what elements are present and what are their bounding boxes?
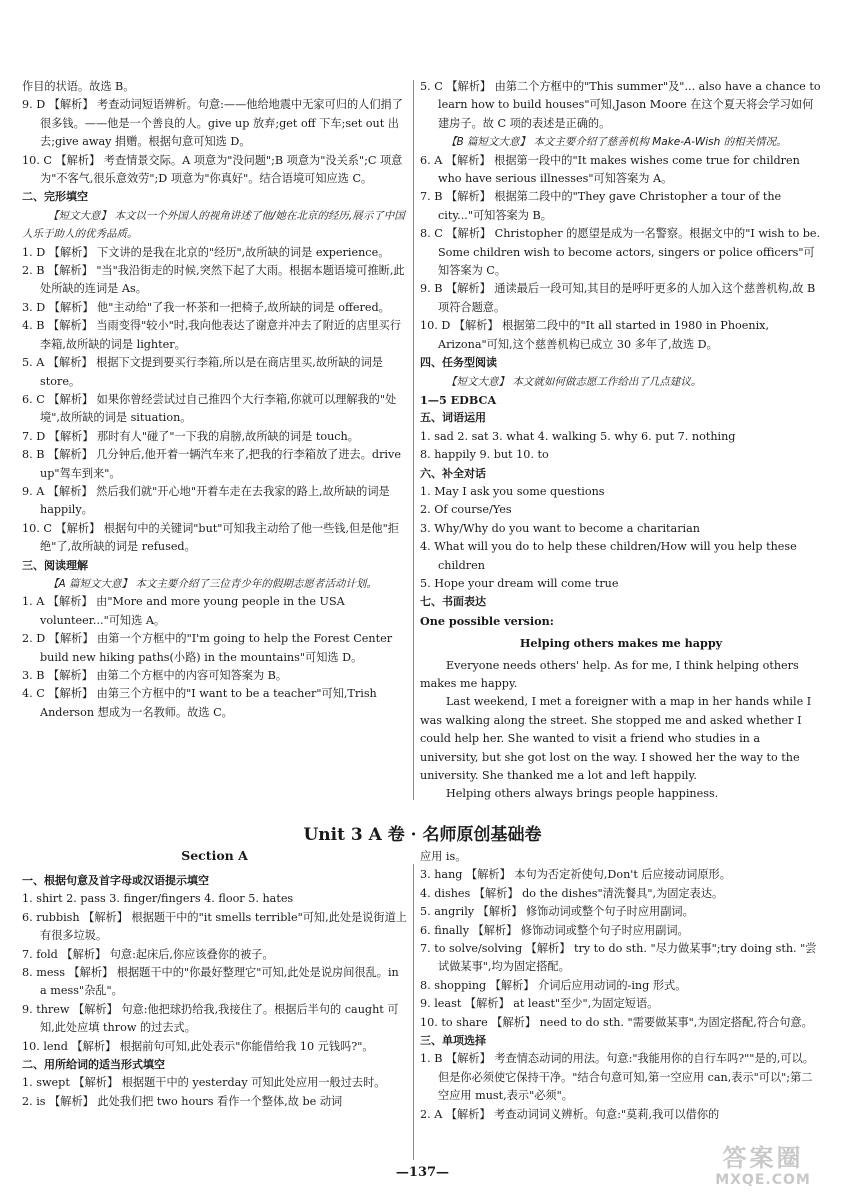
answer-item: 10. C 【解析】 考查情景交际。A 项意为"没问题";B 项意为"没关系";C 项意为"不客气,很乐意效劳";D 项意为"你真好"。结合语境可知应选 C。 (22, 153, 403, 186)
answer-item: 1. shirt 2. pass 3. finger/fingers 4. floor 5. hates (22, 892, 294, 906)
answer-item: 2. D 【解析】 由第一个方框中的"I'm going to help the Forest Center build new hiking paths(小路) in the mountains"可知选 D。 (22, 632, 393, 664)
answer-item: 4. C 【解析】 由第三个方框中的"I want to be a teacher"可知,Trish Anderson 想成为一名教师。故选 C。 (22, 687, 377, 719)
section-a-heading: Section A (181, 848, 248, 863)
answer-item: 8. shopping 【解析】 介词后应用动词的-ing 形式。 (420, 978, 687, 992)
section-heading: 二、用所给词的适当形式填空 (22, 1058, 165, 1072)
summary-paragraph: 【B 篇短文大意】 本文主要介绍了慈善机构 Make-A-Wish 的相关情况。 (446, 136, 787, 149)
bottom-left-column (22, 872, 407, 1111)
top-right-column (420, 78, 822, 804)
answer-item: 3. hang 【解析】 本句为否定祈使句,Don't 后应接动词原形。 (420, 868, 731, 882)
section-heading: 七、书面表达 (420, 595, 486, 609)
answer-item: 1. B 【解析】 考查情态动词的用法。句意:"我能用你的自行车吗?""是的,可以。但是你必须使它保持干净。"结合句意可知,第一空应用 can,表示"可以";第二空应用 must,表示"必须"。 (420, 1052, 814, 1103)
answer-item: 1. D 【解析】 下文讲的是我在北京的"经历",故所缺的词是 experience。 (22, 245, 390, 259)
answer-item: Last weekend, I met a foreigner with a map in her hands while I was walking along the street. She stopped me and asked whether I could help her. She wanted to visit a friend who studies in a university, but she got lost on the way. I showed her the way to the university. She thanked me a lot and left happily. (420, 695, 812, 783)
answer-item: 5. angrily 【解析】 修饰动词或整个句子时应用副词。 (420, 905, 694, 919)
answer-item: 7. to solve/solving 【解析】 try to do sth. "尽力做某事";try doing sth. "尝试做某事",均为固定搭配。 (420, 942, 817, 974)
site-watermark (693, 1144, 833, 1194)
watermark-line2: MXQE.COM (715, 1172, 811, 1188)
answer-item: 4. B 【解析】 当雨变得"较小"时,我向他表达了谢意并冲去了附近的店里买行李箱,故所缺的词是 lighter。 (22, 319, 402, 351)
section-heading: 三、阅读理解 (22, 558, 88, 572)
answer-item: 1. A 【解析】 由"More and more young people in the USA volunteer..."可知选 A。 (22, 595, 345, 627)
answer-item: 5. C 【解析】 由第二个方框中的"This summer"及"... also have a chance to learn how to build houses"可知,Jason Moore 在这个夏天将会学习如何建房子。故 C 项的表述是正确的。 (420, 80, 821, 130)
bottom-right-column (420, 848, 822, 1124)
section-heading: 二、完形填空 (22, 190, 88, 204)
page-number: —137— (395, 1165, 450, 1180)
summary-paragraph: 【A 篇短文大意】 本文主要介绍了三位青少年的假期志愿者活动计划。 (48, 577, 377, 590)
answer-item: Everyone needs others' help. As for me, I think helping others makes me happy. (420, 658, 799, 690)
answer-item: 作目的状语。故选 B。 (22, 80, 135, 93)
summary-paragraph: 【短文大意】 本文就如何做志愿工作给出了几点建议。 (446, 375, 702, 388)
column-divider-top (413, 80, 414, 800)
answer-item: 2. A 【解析】 考查动词词义辨析。句意:"莫莉,我可以借你的 (420, 1107, 720, 1121)
watermark-line1: 答案圈 (722, 1144, 804, 1172)
answer-item: 9. D 【解析】 考查动词短语辨析。句意:——他给地震中无家可归的人们捐了很多钱。——他是一个善良的人。give up 放弃;get off 下车;set out 出去;give away 捐赠。根据句意可知选 D。 (22, 98, 403, 149)
answer-item: Helping others always brings people happiness. (446, 787, 719, 801)
answer-item: 7. fold 【解析】 句意:起床后,你应该叠你的被子。 (22, 947, 274, 961)
answer-item: 7. D 【解析】 那时有人"碰了"一下我的肩膀,故所缺的词是 touch。 (22, 429, 359, 443)
answer-item: 8. mess 【解析】 根据题干中的"你最好整理它"可知,此处是说房间很乱。in a mess"杂乱"。 (22, 966, 399, 998)
summary-paragraph: 【短文大意】 本文以一个外国人的视角讲述了他/她在北京的经历,展示了中国人乐于助人的优秀品质。 (22, 209, 405, 241)
answer-item: 5. A 【解析】 根据下文提到要买行李箱,所以是在商店里买,故所缺的词是 store。 (22, 356, 383, 388)
answer-item: Helping others makes me happy (519, 636, 723, 651)
section-heading: 三、单项选择 (420, 1034, 486, 1048)
answer-item: 2. Of course/Yes (420, 503, 512, 517)
answer-item: 10. C 【解析】 根据句中的关键词"but"可知我主动给了他一些钱,但是他"拒绝"了,故所缺的词是 refused。 (22, 521, 399, 554)
answer-item: 6. A 【解析】 根据第一段中的"It makes wishes come true for children who have serious illnesses"可知答案为 A。 (420, 153, 800, 186)
answer-item: 1—5 EDBCA (420, 392, 497, 407)
answer-item: 10. lend 【解析】 根据前句可知,此处表示"你能借给我 10 元钱吗?"。 (22, 1039, 374, 1053)
answer-item: 3. B 【解析】 由第二个方框中的内容可知答案为 B。 (22, 669, 288, 682)
answer-item: 1. May I ask you some questions (420, 484, 605, 498)
answer-item: 8. C 【解析】 Christopher 的愿望是成为一名警察。根据文中的"I wish to be. Some children wish to become actors, singers or police officers"可知答案为 C。 (420, 227, 821, 278)
answer-item: One possible version: (420, 613, 554, 628)
answer-item: 1. swept 【解析】 根据题干中的 yesterday 可知此处应用一般过去时。 (22, 1076, 386, 1090)
answer-item: 2. is 【解析】 此处我们把 two hours 看作一个整体,故 be 动词 (22, 1094, 343, 1108)
answer-item: 10. to share 【解析】 need to do sth. "需要做某事",为固定搭配,符合句意。 (420, 1015, 813, 1029)
answer-item: 6. finally 【解析】 修饰动词或整个句子时应用副词。 (420, 923, 689, 937)
section-heading: 四、任务型阅读 (420, 356, 497, 370)
section-heading: 五、词语运用 (420, 411, 486, 425)
answer-item: 5. Hope your dream will come true (420, 576, 619, 590)
unit-title: Unit 3 A 卷 · 名师原创基础卷 (303, 825, 542, 845)
answer-item: 9. threw 【解析】 句意:他把球扔给我,我接住了。根据后半句的 caught 可知,此处应填 throw 的过去式。 (22, 1002, 399, 1035)
answer-item: 9. least 【解析】 at least"至少",为固定短语。 (420, 997, 659, 1011)
answer-item: 10. D 【解析】 根据第二段中的"It all started in 1980 in Phoenix, Arizona"可知,这个慈善机构已成立 30 多年了,故选 D。 (420, 319, 770, 351)
answer-item: 1. sad 2. sat 3. what 4. walking 5. why 6. put 7. nothing (420, 429, 736, 443)
answer-item: 2. B 【解析】 "当"我沿街走的时候,突然下起了大雨。根据本题语境可推断,此处所缺的连词是 As。 (22, 264, 405, 296)
answer-item: 3. Why/Why do you want to become a charitarian (420, 521, 700, 535)
answer-item: 6. rubbish 【解析】 根据题干中的"it smells terrible"可知,此处是说街道上有很多垃圾。 (22, 910, 407, 943)
answer-item: 6. C 【解析】 如果你曾经尝试过自己推四个大行李箱,你就可以理解我的"处境",故所缺的词是 situation。 (22, 392, 397, 425)
section-heading: 一、根据句意及首字母或汉语提示填空 (22, 874, 209, 887)
answer-item: 8. happily 9. but 10. to (420, 448, 549, 462)
answer-item: 3. D 【解析】 他"主动给"了我一杯茶和一把椅子,故所缺的词是 offered。 (22, 300, 390, 314)
answer-item: 4. dishes 【解析】 do the dishes"清洗餐具",为固定表达。 (420, 886, 724, 900)
answer-item: 应用 is。 (420, 850, 467, 863)
answer-item: 9. A 【解析】 然后我们就"开心地"开着车走在去我家的路上,故所缺的词是 happily。 (22, 484, 390, 517)
top-left-column (22, 78, 407, 722)
answer-item: 9. B 【解析】 通读最后一段可知,其目的是呼吁更多的人加入这个慈善机构,故 B 项符合题意。 (420, 282, 816, 314)
column-divider-bottom (413, 864, 414, 1160)
section-heading: 六、补全对话 (420, 466, 486, 480)
answer-item: 4. What will you do to help these children/How will you help these children (420, 540, 797, 572)
answer-item: 7. B 【解析】 根据第二段中的"They gave Christopher a tour of the city..."可知答案为 B。 (420, 190, 782, 222)
answer-item: 8. B 【解析】 几分钟后,他开着一辆汽车来了,把我的行李箱放了进去。drive up"驾车到来"。 (22, 448, 401, 480)
